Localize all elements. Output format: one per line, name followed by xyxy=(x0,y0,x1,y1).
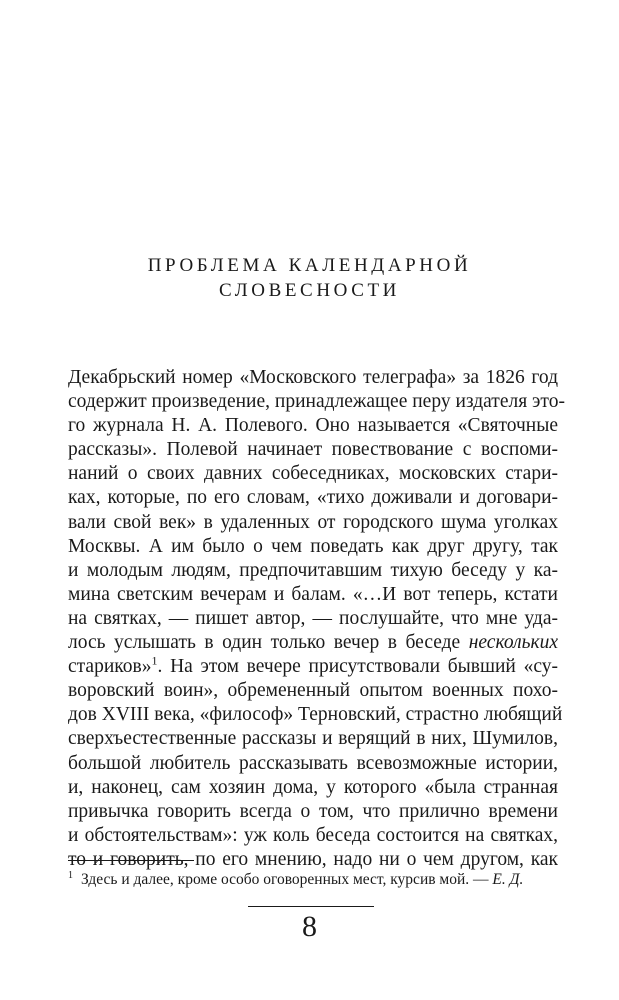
page-number: 8 xyxy=(302,910,317,943)
text-segment: На этом вечере присутствовали бывший «су- xyxy=(170,656,559,678)
text-line: сверхъестественные рассказы и верящий в них, Шумилов, xyxy=(68,728,558,750)
text-line: Декабрьский номер «Московского телеграфа» за 1826 год xyxy=(68,367,558,388)
footnote-text: Здесь и далее, кроме особо оговоренных мест, курсив мой. — xyxy=(81,871,489,888)
text-segment: лось услышать в один только вечер в беседе xyxy=(68,632,461,654)
footnote-author: Е. Д. xyxy=(492,871,524,888)
chapter-title xyxy=(0,253,619,303)
text-line: и молодым людям, предпочитавшим тихую беседу у ка- xyxy=(68,559,558,581)
text-line: и обстоятельствам»: уж коль беседа состоится на святках, xyxy=(68,824,558,846)
footnote-divider xyxy=(68,860,194,861)
footnote-number: 1 xyxy=(68,869,73,881)
chapter-title-line-1: ПРОБЛЕМА КАЛЕНДАРНОЙ xyxy=(147,255,472,276)
text-line: и, наконец, сам хозяин дома, у которого «была странная xyxy=(68,776,558,798)
text-line: Москвы. А им было о чем поведать как друг другу, так xyxy=(68,535,558,557)
text-line: то и говорить, по его мнению, надо ни о чем другом, как xyxy=(68,848,558,870)
text-line: ках, которые, по его словам, «тихо доживали и договари- xyxy=(68,487,558,509)
text-line: на святках, — пишет автор, — послушайте, что мне уда- xyxy=(68,607,558,629)
text-line: вали свой век» в удаленных от городского шума уголках xyxy=(68,511,558,533)
text-line: дов XVIII века, «философ» Терновский, страстно любящий xyxy=(68,704,563,726)
text-line: рассказы». Полевой начинает повествование с воспоми- xyxy=(68,439,558,461)
text-line: воровский воин», обремененный опытом военных похо- xyxy=(68,680,558,702)
italic-word: нескольких xyxy=(468,632,558,654)
text-segment: стариков» xyxy=(68,656,152,678)
page-number-divider xyxy=(248,906,374,907)
text-line: го журнала Н. А. Полевого. Оно называется «Святочные xyxy=(68,415,558,437)
text-line: привычка говорить всегда о том, что прилично времени xyxy=(68,800,558,822)
text-line: мина светским вечерам и балам. «…И вот теперь, кстати xyxy=(68,583,558,605)
text-line: наний о своих давних собеседниках, московских стари- xyxy=(68,463,558,485)
text-line: большой любитель рассказывать всевозможные истории, xyxy=(68,752,558,774)
text-line: содержит произведение, принадлежащее перу издателя это- xyxy=(68,391,565,413)
footnote xyxy=(68,870,558,890)
text-line: стариков»$^1$. На этом вечере присутствовали бывший «су- xyxy=(68,653,559,678)
footnote-reference[interactable]: 1 xyxy=(151,653,158,668)
body-text xyxy=(68,366,565,872)
text-line xyxy=(68,631,558,655)
chapter-title-line-2: СЛОВЕСНОСТИ xyxy=(218,280,401,301)
